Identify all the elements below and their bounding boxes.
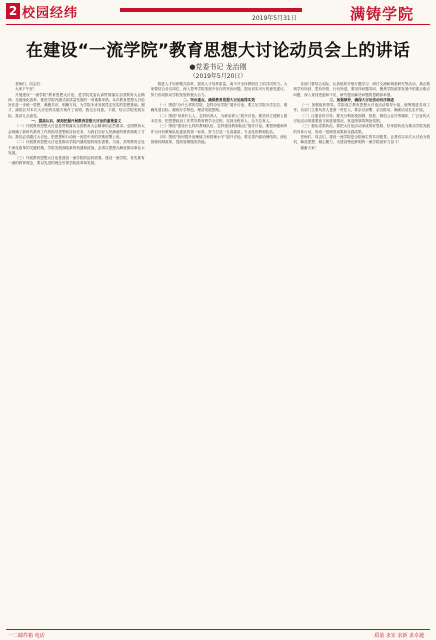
- article-body: [8, 82, 430, 602]
- footer-left-text: 一二邮件箱 电话: [8, 633, 45, 639]
- article-column-3: [293, 82, 430, 602]
- article-headline: 在建设“一流学院”教育思想大讨论动员会上的讲话: [26, 41, 410, 61]
- paragraph: （二）开展教育思想大讨论是推动学院内涵发展的现实需要。当前，高等教育正处于深化改革的关键时期，学院发展面临新的机遇和挑战，必须以思想大解放推动事业大发展。: [8, 140, 145, 155]
- masthead-logo: 满铸学院: [350, 5, 415, 23]
- paragraph: （三）开展教育思想大讨论是建设一流学院的迫切需要。建设一流学院，首先要有一流的教育理念，要以先进的理念引领学院改革和发展。: [8, 156, 145, 166]
- issue-date: 2019年5月31日: [252, 15, 297, 22]
- paragraph: 老师们、同志们，建设一流学院是全院师生的共同愿景。让我们以本次大讨论为契机，解放思想，凝心聚力，为建设特色鲜明的一流学院而努力奋斗！: [293, 134, 431, 145]
- section-subheading: 一、提高认识，深刻把握开展教育思想大讨论的重要意义: [31, 119, 122, 124]
- paragraph: （一）加强组织领导。学院成立教育思想大讨论活动领导小组，统筹推进各项工作。各部门主要负责人是第一责任人，要亲自部署、亲自推动，确保活动扎实开展。: [293, 103, 431, 113]
- paragraph: 各部门要结合实际，认真组织开展专题学习、研讨交流和调查研究等活动，真正做到学有所获、思有所悟、行有所进。要坚持问题导向，聚焦学院改革发展中的重点难点问题，深入查找差距和不足，研究提出解决问题的思路和举措。: [293, 82, 431, 97]
- paragraph: （一）开展教育思想大讨论是贯彻落实全国教育大会精神的必然要求。全国教育大会明确了新时代教育工作的指导思想和目标任务，为我们办好人民满意的教育指明了方向。我们必须通过大讨论，把思想和行动统一到党中央的决策部署上来。: [8, 124, 145, 139]
- header-red-bar: [120, 8, 302, 12]
- header-rule: [6, 24, 430, 25]
- paragraph: 老师们、同志们：: [15, 82, 44, 86]
- article-column-1: [8, 82, 145, 602]
- paragraph: 开展建设“一流学院”教育思想大讨论，是学院党委认真贯彻落实全国教育大会精神、全面深化改革、推进学院内涵式高质量发展的一项重要举措。本次教育思想大讨论旨在进一步统一思想，凝聚共识，明确方向，为学院未来发展奠定坚实的思想基础。刚才，副院长对本次大讨论的实施方案作了说明，我完全同意。下面，结合学院发展实际，我讲几点意见。: [8, 92, 145, 118]
- paragraph: （四）围绕“如何提升治理能力和管理水平”展开讨论。要完善内部治理结构，深化管理体制改革，提高管理服务效能。: [150, 134, 288, 145]
- page-header: [0, 0, 436, 26]
- section-subheading: 二、突出重点，确保教育思想大讨论取得实效: [183, 97, 255, 102]
- article-date: （2019年5月20日）: [189, 73, 247, 80]
- paragraph: （三）围绕“建设什么样的教师队伍、怎样建设教师队伍”展开讨论。要把师德师风作为评价教师队伍素质的第一标准，努力打造一支高素质、专业化的教师队伍。: [150, 124, 288, 134]
- section-title: 校园经纬: [22, 6, 79, 21]
- paragraph: （一）围绕“办什么样的学院、怎样办好学院”展开讨论。要立足学院办学定位，明确发展目标，凝练办学特色，理清发展思路。: [150, 103, 288, 113]
- paragraph: （二）围绕“培养什么人、怎样培养人、为谁培养人”展开讨论。要坚持立德树人根本任务，把思想政治工作贯穿教育教学全过程，实现全程育人、全方位育人。: [150, 113, 288, 124]
- paragraph: 推进人才培养模式改革，提高人才培养质量，离不开全体教职员工的共同努力。大家要结合各自岗位，深入思考学院发展中存在的突出问题，提出切实可行的意见建议，努力形成推动学院发展的强大合力。: [150, 82, 288, 97]
- article-column-2: [151, 82, 288, 602]
- paragraph: （二）注重宣传引导。要充分利用校园网、校报、微信公众号等媒体，广泛宣传大讨论活动的重要意义和进展情况，营造浓厚的舆论氛围。: [293, 113, 431, 124]
- article-author: ●党委书记 龙治刚: [189, 63, 247, 71]
- page-footer: [0, 631, 436, 640]
- paragraph: 大家下午好！: [15, 87, 37, 92]
- paragraph: 谢谢大家！: [300, 145, 319, 150]
- paragraph: （三）强化成果转化。要把大讨论活动形成的好思路、好举措转化为推动学院发展的具体行动，形成一批制度成果和实践成果。: [293, 124, 431, 134]
- page-number: 2: [6, 3, 20, 19]
- footer-slogan: 质量 求实 求新 求卓越: [374, 633, 424, 639]
- section-subheading: 三、加强领导，确保大讨论活动有序推进: [329, 97, 395, 102]
- footer-rule: [6, 629, 430, 630]
